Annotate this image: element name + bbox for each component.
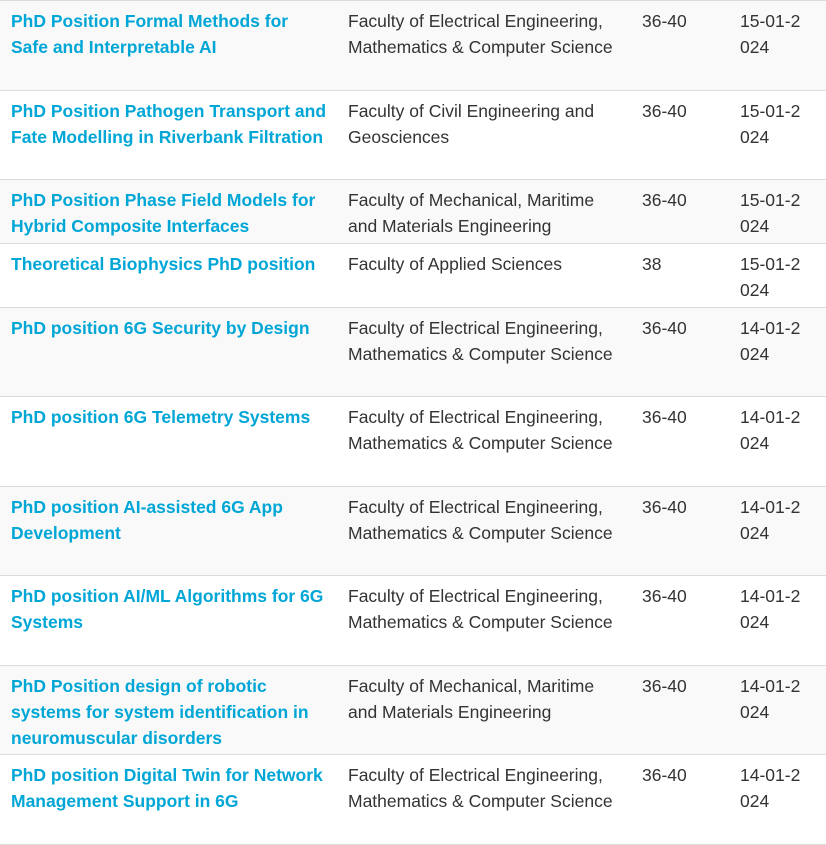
table-row	[0, 576, 826, 666]
faculty-cell: Faculty of Electrical Engineering, Mathematics & Computer Science	[348, 586, 613, 632]
date-cell: 14-01-2024	[740, 407, 801, 453]
title-cell	[11, 315, 329, 341]
table-row	[0, 180, 826, 244]
faculty-cell: Faculty of Electrical Engineering, Mathematics & Computer Science	[348, 407, 613, 453]
vacancy-link[interactable]: PhD position AI-assisted 6G App Development	[11, 497, 283, 543]
hours-cell: 36-40	[642, 407, 687, 427]
faculty-cell: Faculty of Electrical Engineering, Mathematics & Computer Science	[348, 765, 613, 811]
date-cell: 14-01-2024	[740, 497, 801, 543]
table-row	[0, 666, 826, 755]
title-cell	[11, 251, 329, 277]
vacancy-link[interactable]: PhD Position Pathogen Transport and Fate Modelling in Riverbank Filtration	[11, 101, 327, 147]
table-row	[0, 397, 826, 487]
hours-cell: 36-40	[642, 586, 687, 606]
faculty-cell: Faculty of Electrical Engineering, Mathematics & Computer Science	[348, 497, 613, 543]
hours-cell: 36-40	[642, 765, 687, 785]
title-cell	[11, 494, 329, 546]
vacancy-link[interactable]: PhD position 6G Telemetry Systems	[11, 407, 311, 427]
table-row	[0, 91, 826, 180]
vacancy-link[interactable]: PhD Position design of robotic systems for system identification in neuromuscular disorders	[11, 676, 309, 748]
date-cell: 14-01-2024	[740, 586, 801, 632]
table-row	[0, 308, 826, 397]
title-cell	[11, 673, 329, 751]
hours-cell: 36-40	[642, 190, 687, 210]
hours-cell: 36-40	[642, 101, 687, 121]
vacancy-link[interactable]: PhD Position Phase Field Models for Hybrid Composite Interfaces	[11, 190, 316, 236]
faculty-cell: Faculty of Civil Engineering and Geosciences	[348, 101, 595, 147]
hours-cell: 36-40	[642, 318, 687, 338]
vacancy-link[interactable]: Theoretical Biophysics PhD position	[11, 254, 316, 274]
title-cell	[11, 762, 329, 814]
vacancy-link[interactable]: PhD position Digital Twin for Network Management Support in 6G	[11, 765, 323, 811]
title-cell	[11, 98, 329, 150]
title-cell	[11, 8, 329, 60]
vacancy-link[interactable]: PhD position AI/ML Algorithms for 6G Systems	[11, 586, 324, 632]
date-cell: 15-01-2024	[740, 11, 801, 57]
date-cell: 15-01-2024	[740, 254, 801, 300]
faculty-cell: Faculty of Mechanical, Maritime and Materials Engineering	[348, 676, 595, 722]
date-cell: 15-01-2024	[740, 101, 801, 147]
hours-cell: 36-40	[642, 676, 687, 696]
title-cell	[11, 404, 329, 430]
hours-cell: 36-40	[642, 497, 687, 517]
hours-cell: 36-40	[642, 11, 687, 31]
faculty-cell: Faculty of Electrical Engineering, Mathematics & Computer Science	[348, 318, 613, 364]
faculty-cell: Faculty of Applied Sciences	[348, 254, 563, 274]
title-cell	[11, 187, 329, 239]
date-cell: 15-01-2024	[740, 190, 801, 236]
vacancy-link[interactable]: PhD Position Formal Methods for Safe and Interpretable AI	[11, 11, 289, 57]
date-cell: 14-01-2024	[740, 676, 801, 722]
faculty-cell: Faculty of Mechanical, Maritime and Materials Engineering	[348, 190, 595, 236]
title-cell	[11, 583, 329, 635]
faculty-cell: Faculty of Electrical Engineering, Mathematics & Computer Science	[348, 11, 613, 57]
table-row	[0, 487, 826, 576]
table-row	[0, 1, 826, 91]
table-row	[0, 755, 826, 845]
table-row	[0, 244, 826, 308]
date-cell: 14-01-2024	[740, 318, 801, 364]
hours-cell: 38	[642, 254, 662, 274]
date-cell: 14-01-2024	[740, 765, 801, 811]
vacancy-link[interactable]: PhD position 6G Security by Design	[11, 318, 310, 338]
